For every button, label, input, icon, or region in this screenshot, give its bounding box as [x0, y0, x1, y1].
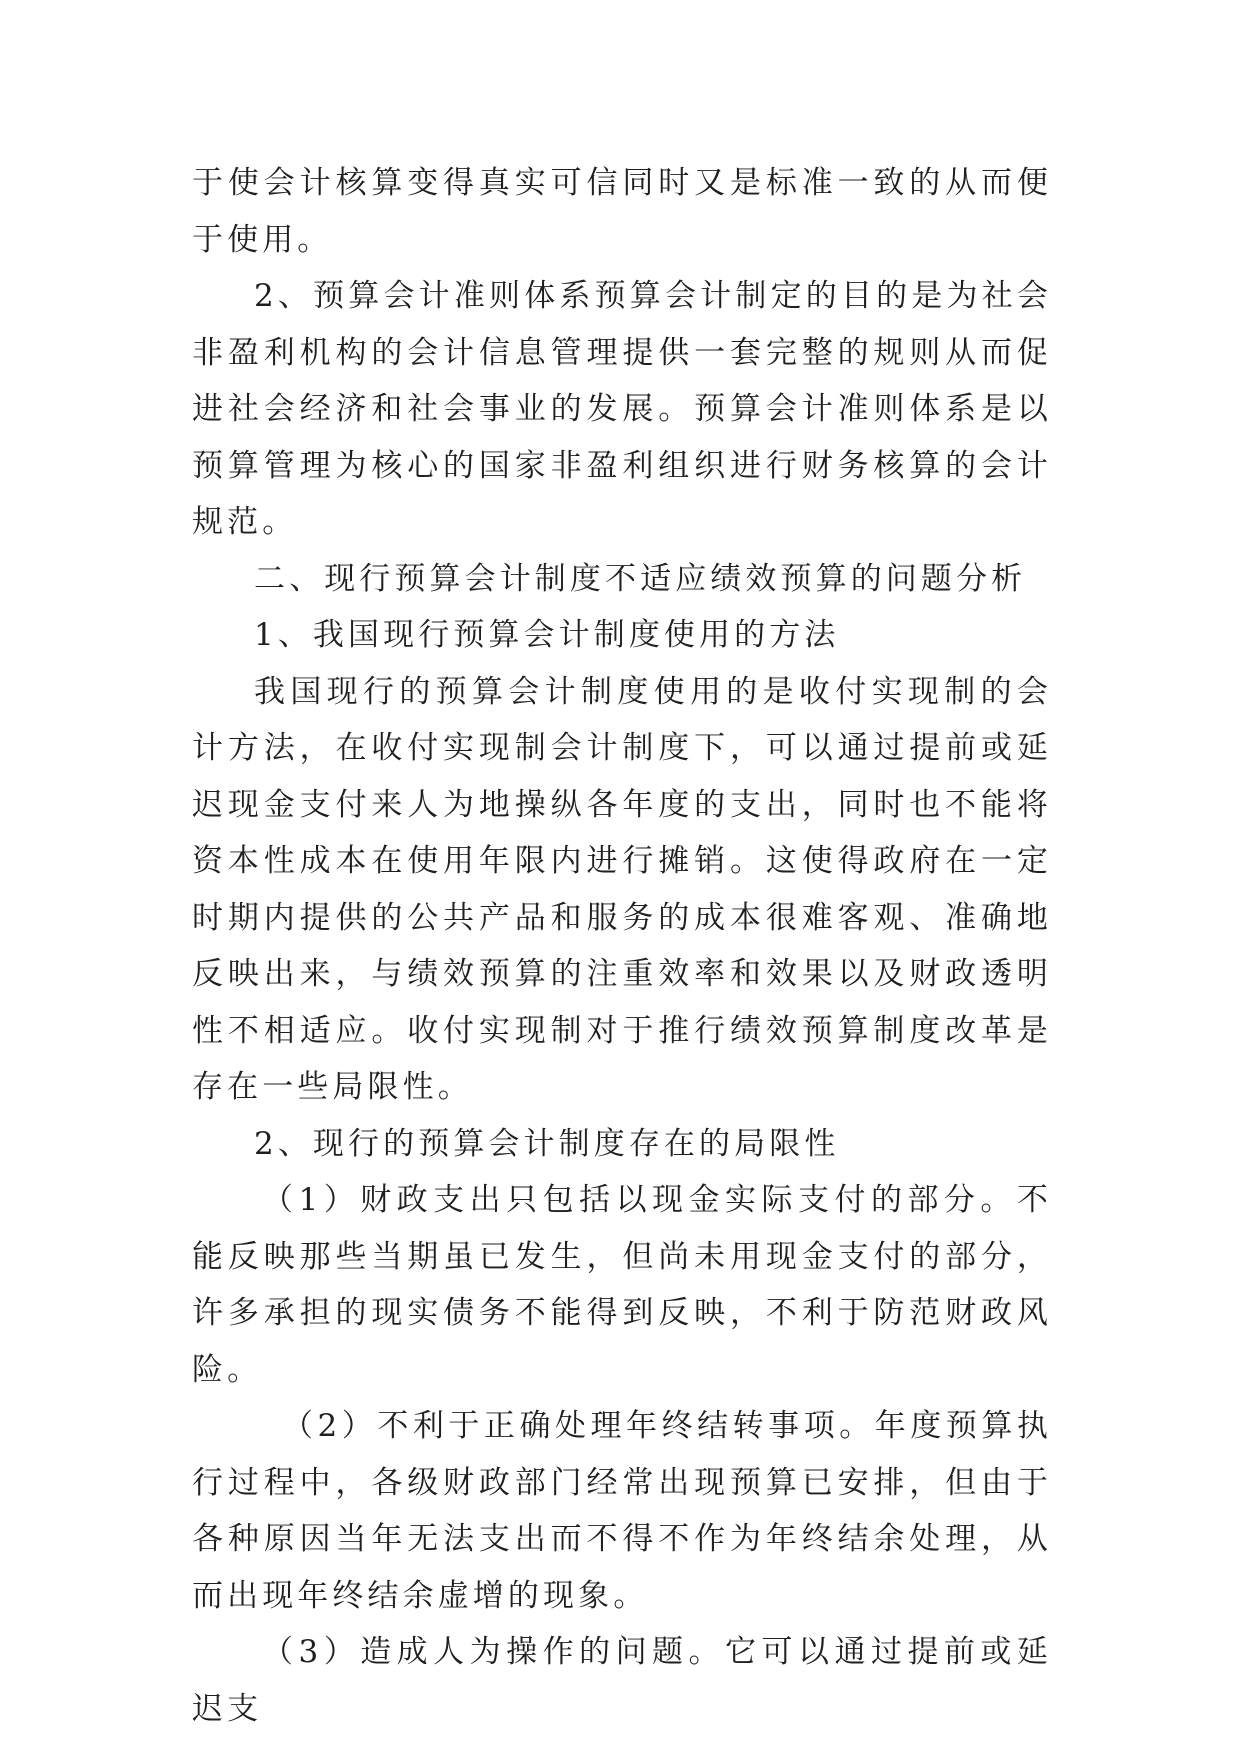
- subheading-current-method: 1、我国现行预算会计制度使用的方法: [254, 617, 840, 653]
- subheading-limitations: 2、现行的预算会计制度存在的局限性: [254, 1125, 840, 1162]
- list-item-limitation-1: （1）财政支出只包括以现金实际支付的部分。不能反映那些当期虽已发生，但尚未用现金支付的部分，许多承担的现实债务不能得到反映，不利于防范财政风险。: [192, 1182, 1052, 1388]
- paragraph-continuation: 于使会计核算变得真实可信同时又是标准一致的从而便于使用。: [192, 165, 1052, 258]
- list-item-limitation-3: （3）造成人为操作的问题。它可以通过提前或延迟支: [192, 1634, 1052, 1727]
- document-body: [192, 155, 1052, 1737]
- paragraph-cash-basis-method: 我国现行的预算会计制度使用的是收付实现制的会计方法，在收付实现制会计制度下，可以通过提前或延迟现金支付来人为地操纵各年度的支出，同时也不能将资本性成本在使用年限内进行摊销。这使得政府在一定时期内提供的公共产品和服务的成本很难客观、准确地反映出来，与绩效预算的注重效率和效果以及财政透明性不相适应。收付实现制对于推行绩效预算制度改革是存在一些局限性。: [192, 673, 1052, 1105]
- list-item-limitation-2: （2）不利于正确处理年终结转事项。年度预算执行过程中，各级财政部门经常出现预算已安排，但由于各种原因当年无法支出而不得不作为年终结余处理，从而出现年终结余虚增的现象。: [192, 1408, 1052, 1614]
- paragraph-budget-accounting-standards: 2、预算会计准则体系预算会计制定的目的是为社会非盈利机构的会计信息管理提供一套完整的规则从而促进社会经济和社会事业的发展。预算会计准则体系是以预算管理为核心的国家非盈利组织进行财务核算的会计规范。: [192, 278, 1052, 540]
- section-heading-problem-analysis: 二、现行预算会计制度不适应绩效预算的问题分析: [254, 560, 1027, 597]
